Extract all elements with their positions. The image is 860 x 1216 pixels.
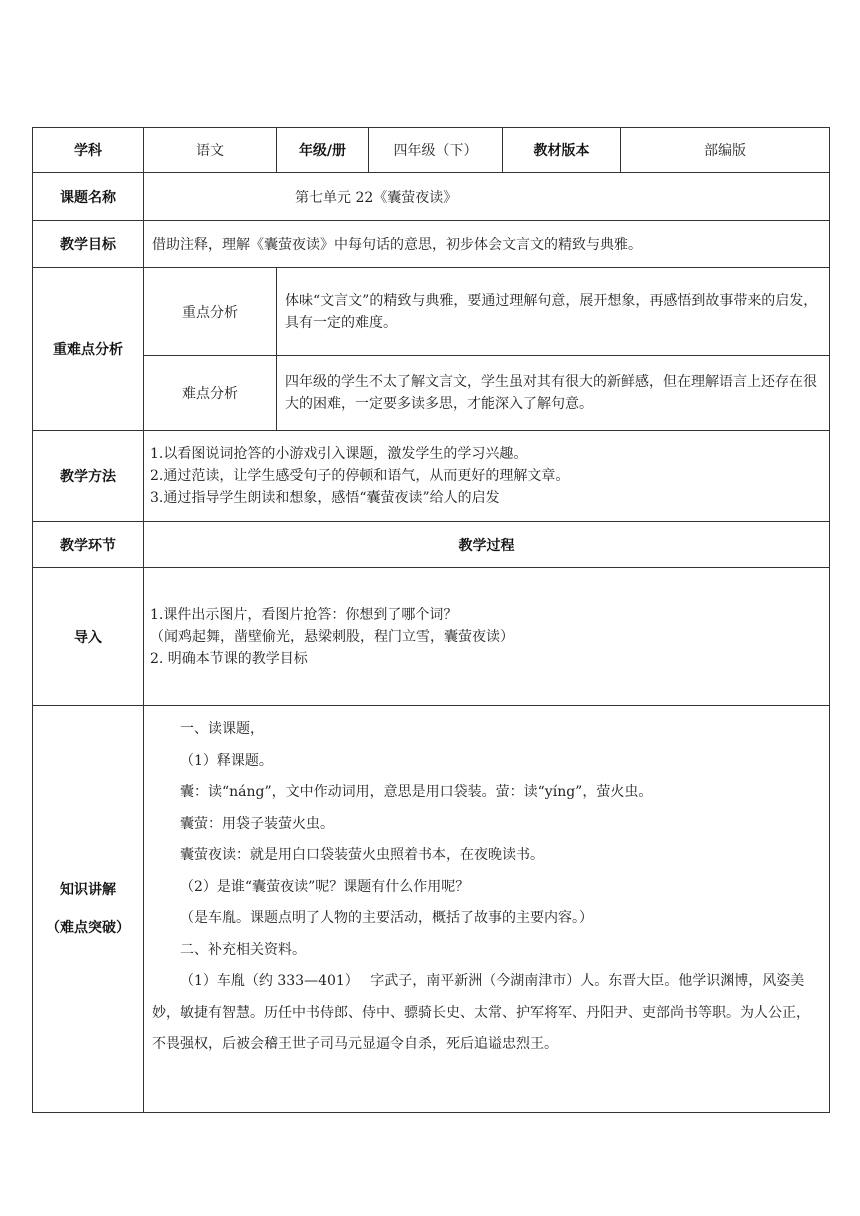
hard-analysis-label: 难点分析	[144, 356, 277, 431]
subject-value: 语文	[144, 128, 277, 173]
intro-line: （闻鸡起舞，凿壁偷光，悬梁刺股，程门立雪，囊萤夜读）	[150, 628, 514, 645]
goal-value: 借助注释，理解《囊萤夜读》中每句话的意思，初步体会文言文的精致与典雅。	[144, 221, 830, 268]
knowledge-label-line2: （难点突破）	[46, 920, 130, 936]
method-list	[144, 431, 830, 522]
key-analysis-row	[33, 268, 830, 356]
method-item: 2.通过范读，让学生感受句子的停顿和语气，从而更好的理解文章。	[150, 468, 570, 484]
intro-content	[144, 568, 830, 706]
intro-row	[33, 568, 830, 706]
grade-label: 年级/册	[277, 128, 369, 173]
process-title: 教学过程	[144, 522, 830, 568]
edition-label: 教材版本	[503, 128, 621, 173]
lesson-plan-table	[32, 127, 830, 1113]
hard-analysis-value: 四年级的学生不太了解文言文，学生虽对其有很大的新鲜感，但在理解语言上还存在很大的困难，一定要多读多思，才能深入了解句意。	[277, 356, 830, 431]
process-step-label: 教学环节	[33, 522, 144, 568]
knowledge-paragraph: （是车胤。课题点明了人物的主要活动，概括了故事的主要内容。）	[180, 910, 593, 926]
knowledge-paragraph: 囊萤夜读：就是用白口袋装萤火虫照着书本，在夜晚读书。	[180, 847, 544, 863]
header-row	[33, 128, 830, 173]
hard-analysis-row	[33, 356, 830, 431]
knowledge-paragraph: 一、读课题，	[180, 721, 264, 737]
goal-row	[33, 221, 830, 268]
knowledge-paragraph: （1）释课题。	[180, 752, 273, 769]
method-row	[33, 431, 830, 522]
lesson-row	[33, 173, 830, 221]
knowledge-paragraph: 囊：读“náng”，文中作动词用，意思是用口袋装。萤：读“yíng”，萤火虫。	[180, 784, 653, 800]
process-header-row	[33, 522, 830, 568]
key-analysis-label: 重点分析	[144, 268, 277, 356]
knowledge-label	[33, 706, 144, 1113]
key-analysis-value: 体味“文言文”的精致与典雅，要通过理解句意，展开想象，再感悟到故事带来的启发，具有一定的难度。	[277, 268, 830, 356]
knowledge-content	[144, 706, 830, 1113]
intro-line: 2. 明确本节课的教学目标	[150, 650, 308, 667]
method-item: 3.通过指导学生朗读和想象，感悟“囊萤夜读”给人的启发	[150, 490, 500, 506]
knowledge-paragraph: 二、补充相关资料。	[180, 941, 306, 958]
knowledge-paragraph: （2）是谁“囊萤夜读”呢？课题有什么作用呢？	[180, 878, 470, 895]
subject-label: 学科	[33, 128, 144, 173]
method-label: 教学方法	[33, 431, 144, 522]
knowledge-row	[33, 706, 830, 1113]
analysis-label: 重难点分析	[33, 268, 144, 431]
intro-line: 1.课件出示图片，看图片抢答：你想到了哪个词？	[150, 606, 458, 623]
knowledge-paragraph: （1）车胤（约 333—401） 字武子，南平新洲（今湖南津市）人。东晋大臣。他学识渊博，风姿美妙，敏捷有智慧。历任中书侍郎、侍中、骠骑长史、太常、护军将军、丹阳尹、吏部尚书等职。为人公正，不畏强权，后被会稽王世子司马元显逼令自杀，死后追谥忠烈王。	[152, 973, 810, 1052]
method-item: 1.以看图说词抢答的小游戏引入课题，激发学生的学习兴趣。	[150, 446, 528, 462]
grade-value: 四年级（下）	[369, 128, 503, 173]
knowledge-label-line1: 知识讲解	[60, 882, 116, 898]
knowledge-paragraph: 囊萤：用袋子装萤火虫。	[180, 815, 334, 832]
lesson-value	[144, 173, 830, 221]
intro-label: 导入	[33, 568, 144, 706]
lesson-label: 课题名称	[33, 173, 144, 221]
goal-label: 教学目标	[33, 221, 144, 268]
lesson-title: 第七单元 22《囊萤夜读》	[295, 189, 458, 206]
edition-value: 部编版	[621, 128, 830, 173]
